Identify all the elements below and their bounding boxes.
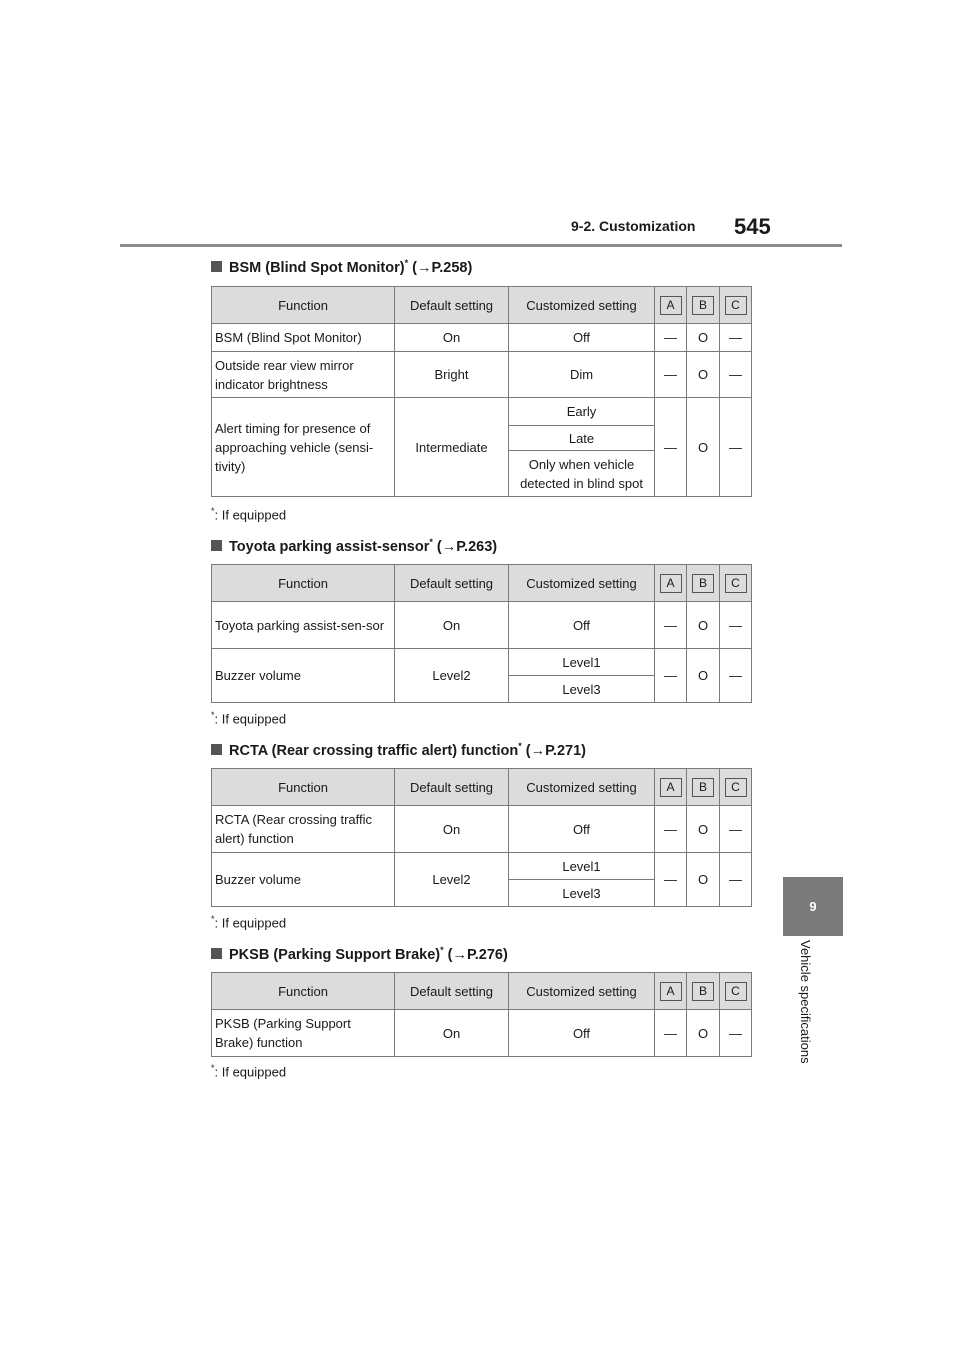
function-cell: Buzzer volume xyxy=(212,649,395,703)
a-cell: — xyxy=(655,853,687,907)
function-cell: Buzzer volume xyxy=(212,853,395,907)
page-reference: (→P.276) xyxy=(447,946,508,963)
section-title-text: PKSB (Parking Support Brake) xyxy=(229,946,441,963)
header-b xyxy=(687,565,720,602)
b-cell: O xyxy=(687,398,720,497)
section-header: 9-2. Customization xyxy=(571,218,696,234)
b-cell: O xyxy=(687,806,720,853)
header-function: Function xyxy=(212,973,395,1010)
column-c-label: C xyxy=(725,982,747,1001)
page-number: 545 xyxy=(734,214,771,239)
custom-cell: Late xyxy=(509,426,655,451)
section-title-rcta xyxy=(211,741,586,759)
default-cell: On xyxy=(395,602,509,649)
header-c xyxy=(720,973,752,1010)
custom-cell: Early xyxy=(509,398,655,426)
footnote-mark: * xyxy=(211,506,215,516)
header-customized: Customized setting xyxy=(509,973,655,1010)
header-function: Function xyxy=(212,769,395,806)
header-default: Default setting xyxy=(395,287,509,324)
header-customized: Customized setting xyxy=(509,287,655,324)
default-cell: Intermediate xyxy=(395,398,509,497)
a-cell: — xyxy=(655,1010,687,1057)
function-cell: BSM (Blind Spot Monitor) xyxy=(212,324,395,352)
section-title-text: BSM (Blind Spot Monitor) xyxy=(229,259,405,276)
a-cell: — xyxy=(655,602,687,649)
table-row xyxy=(212,1010,752,1057)
footnote-mark: * xyxy=(518,741,522,751)
column-b-label: B xyxy=(692,778,714,797)
section-title-bsm xyxy=(211,258,472,276)
custom-cell: Level3 xyxy=(509,676,655,703)
b-cell: O xyxy=(687,602,720,649)
header-a xyxy=(655,287,687,324)
header-b xyxy=(687,769,720,806)
a-cell: — xyxy=(655,398,687,497)
column-c-label: C xyxy=(725,574,747,593)
header-rule xyxy=(120,244,842,247)
section-title-parking-sensor xyxy=(211,537,497,555)
custom-cell: Level1 xyxy=(509,853,655,880)
chapter-label: Vehicle specifications xyxy=(798,940,813,1064)
c-cell: — xyxy=(720,853,752,907)
column-a-label: A xyxy=(660,982,682,1001)
default-cell: On xyxy=(395,806,509,853)
custom-cell: Level1 xyxy=(509,649,655,676)
function-cell: Toyota parking assist-sen-sor xyxy=(212,602,395,649)
c-cell: — xyxy=(720,649,752,703)
column-c-label: C xyxy=(725,778,747,797)
function-cell: PKSB (Parking Support Brake) function xyxy=(212,1010,395,1057)
custom-cell: Dim xyxy=(509,352,655,398)
table-header-row xyxy=(212,973,752,1010)
square-bullet-icon xyxy=(211,540,222,551)
c-cell: — xyxy=(720,1010,752,1057)
footnote-mark: * xyxy=(429,537,433,547)
b-cell: O xyxy=(687,1010,720,1057)
table-row xyxy=(212,398,752,426)
section-title-text: RCTA (Rear crossing traffic alert) function xyxy=(229,742,519,759)
c-cell: — xyxy=(720,602,752,649)
header-c xyxy=(720,769,752,806)
function-cell: Alert timing for presence of approaching vehicle (sensi-tivity) xyxy=(212,398,395,497)
footnote-mark: * xyxy=(404,258,409,268)
header-b xyxy=(687,973,720,1010)
table-header-row xyxy=(212,769,752,806)
table-row xyxy=(212,324,752,352)
page-reference: (→P.258) xyxy=(412,259,473,276)
a-cell: — xyxy=(655,806,687,853)
default-cell: On xyxy=(395,324,509,352)
table-header-row xyxy=(212,287,752,324)
c-cell: — xyxy=(720,352,752,398)
footnote xyxy=(211,914,286,930)
table-row xyxy=(212,602,752,649)
header-b xyxy=(687,287,720,324)
function-cell: Outside rear view mirror indicator brightness xyxy=(212,352,395,398)
c-cell: — xyxy=(720,398,752,497)
footnote-mark: * xyxy=(211,914,215,924)
custom-cell: Off xyxy=(509,1010,655,1057)
function-cell: RCTA (Rear crossing traffic alert) function xyxy=(212,806,395,853)
header-a xyxy=(655,769,687,806)
pksb-table xyxy=(211,972,752,1057)
default-cell: On xyxy=(395,1010,509,1057)
default-cell: Bright xyxy=(395,352,509,398)
table-row xyxy=(212,806,752,853)
custom-cell: Off xyxy=(509,602,655,649)
header-c xyxy=(720,287,752,324)
footnote-text: : If equipped xyxy=(214,915,287,931)
a-cell: — xyxy=(655,324,687,352)
c-cell: — xyxy=(720,806,752,853)
a-cell: — xyxy=(655,352,687,398)
a-cell: — xyxy=(655,649,687,703)
chapter-number: 9 xyxy=(809,899,817,914)
footnote-mark: * xyxy=(440,945,444,955)
default-cell: Level2 xyxy=(395,853,509,907)
chapter-tab xyxy=(783,877,843,936)
c-cell: — xyxy=(720,324,752,352)
default-cell: Level2 xyxy=(395,649,509,703)
footnote-mark: * xyxy=(211,1063,215,1073)
header-function: Function xyxy=(212,287,395,324)
b-cell: O xyxy=(687,853,720,907)
section-title-pksb xyxy=(211,945,508,963)
page-reference: (→P.271) xyxy=(525,742,586,759)
table-row xyxy=(212,352,752,398)
bsm-table xyxy=(211,286,752,497)
column-b-label: B xyxy=(692,982,714,1001)
header-a xyxy=(655,973,687,1010)
column-a-label: A xyxy=(660,296,682,315)
section-title-text: Toyota parking assist-sensor xyxy=(229,538,430,555)
footnote xyxy=(211,506,286,522)
column-b-label: B xyxy=(692,296,714,315)
b-cell: O xyxy=(687,324,720,352)
column-b-label: B xyxy=(692,574,714,593)
square-bullet-icon xyxy=(211,261,222,272)
footnote-text: : If equipped xyxy=(214,507,287,523)
custom-cell: Level3 xyxy=(509,880,655,907)
column-a-label: A xyxy=(660,574,682,593)
rcta-table xyxy=(211,768,752,907)
column-c-label: C xyxy=(725,296,747,315)
header-default: Default setting xyxy=(395,565,509,602)
footnote-text: : If equipped xyxy=(214,711,287,727)
square-bullet-icon xyxy=(211,744,222,755)
footnote-mark: * xyxy=(211,710,215,720)
header-a xyxy=(655,565,687,602)
parking-sensor-table xyxy=(211,564,752,703)
table-row xyxy=(212,649,752,676)
table-header-row xyxy=(212,565,752,602)
custom-cell: Off xyxy=(509,806,655,853)
footnote-text: : If equipped xyxy=(214,1064,287,1080)
column-a-label: A xyxy=(660,778,682,797)
header-customized: Customized setting xyxy=(509,565,655,602)
square-bullet-icon xyxy=(211,948,222,959)
footnote xyxy=(211,1063,286,1079)
header-default: Default setting xyxy=(395,769,509,806)
b-cell: O xyxy=(687,649,720,703)
header-customized: Customized setting xyxy=(509,769,655,806)
footnote xyxy=(211,710,286,726)
page-reference: (→P.263) xyxy=(436,538,498,555)
header-function: Function xyxy=(212,565,395,602)
b-cell: O xyxy=(687,352,720,398)
table-row xyxy=(212,853,752,880)
custom-cell: Only when vehicle detected in blind spot xyxy=(509,451,655,497)
custom-cell: Off xyxy=(509,324,655,352)
header-c xyxy=(720,565,752,602)
header-default: Default setting xyxy=(395,973,509,1010)
